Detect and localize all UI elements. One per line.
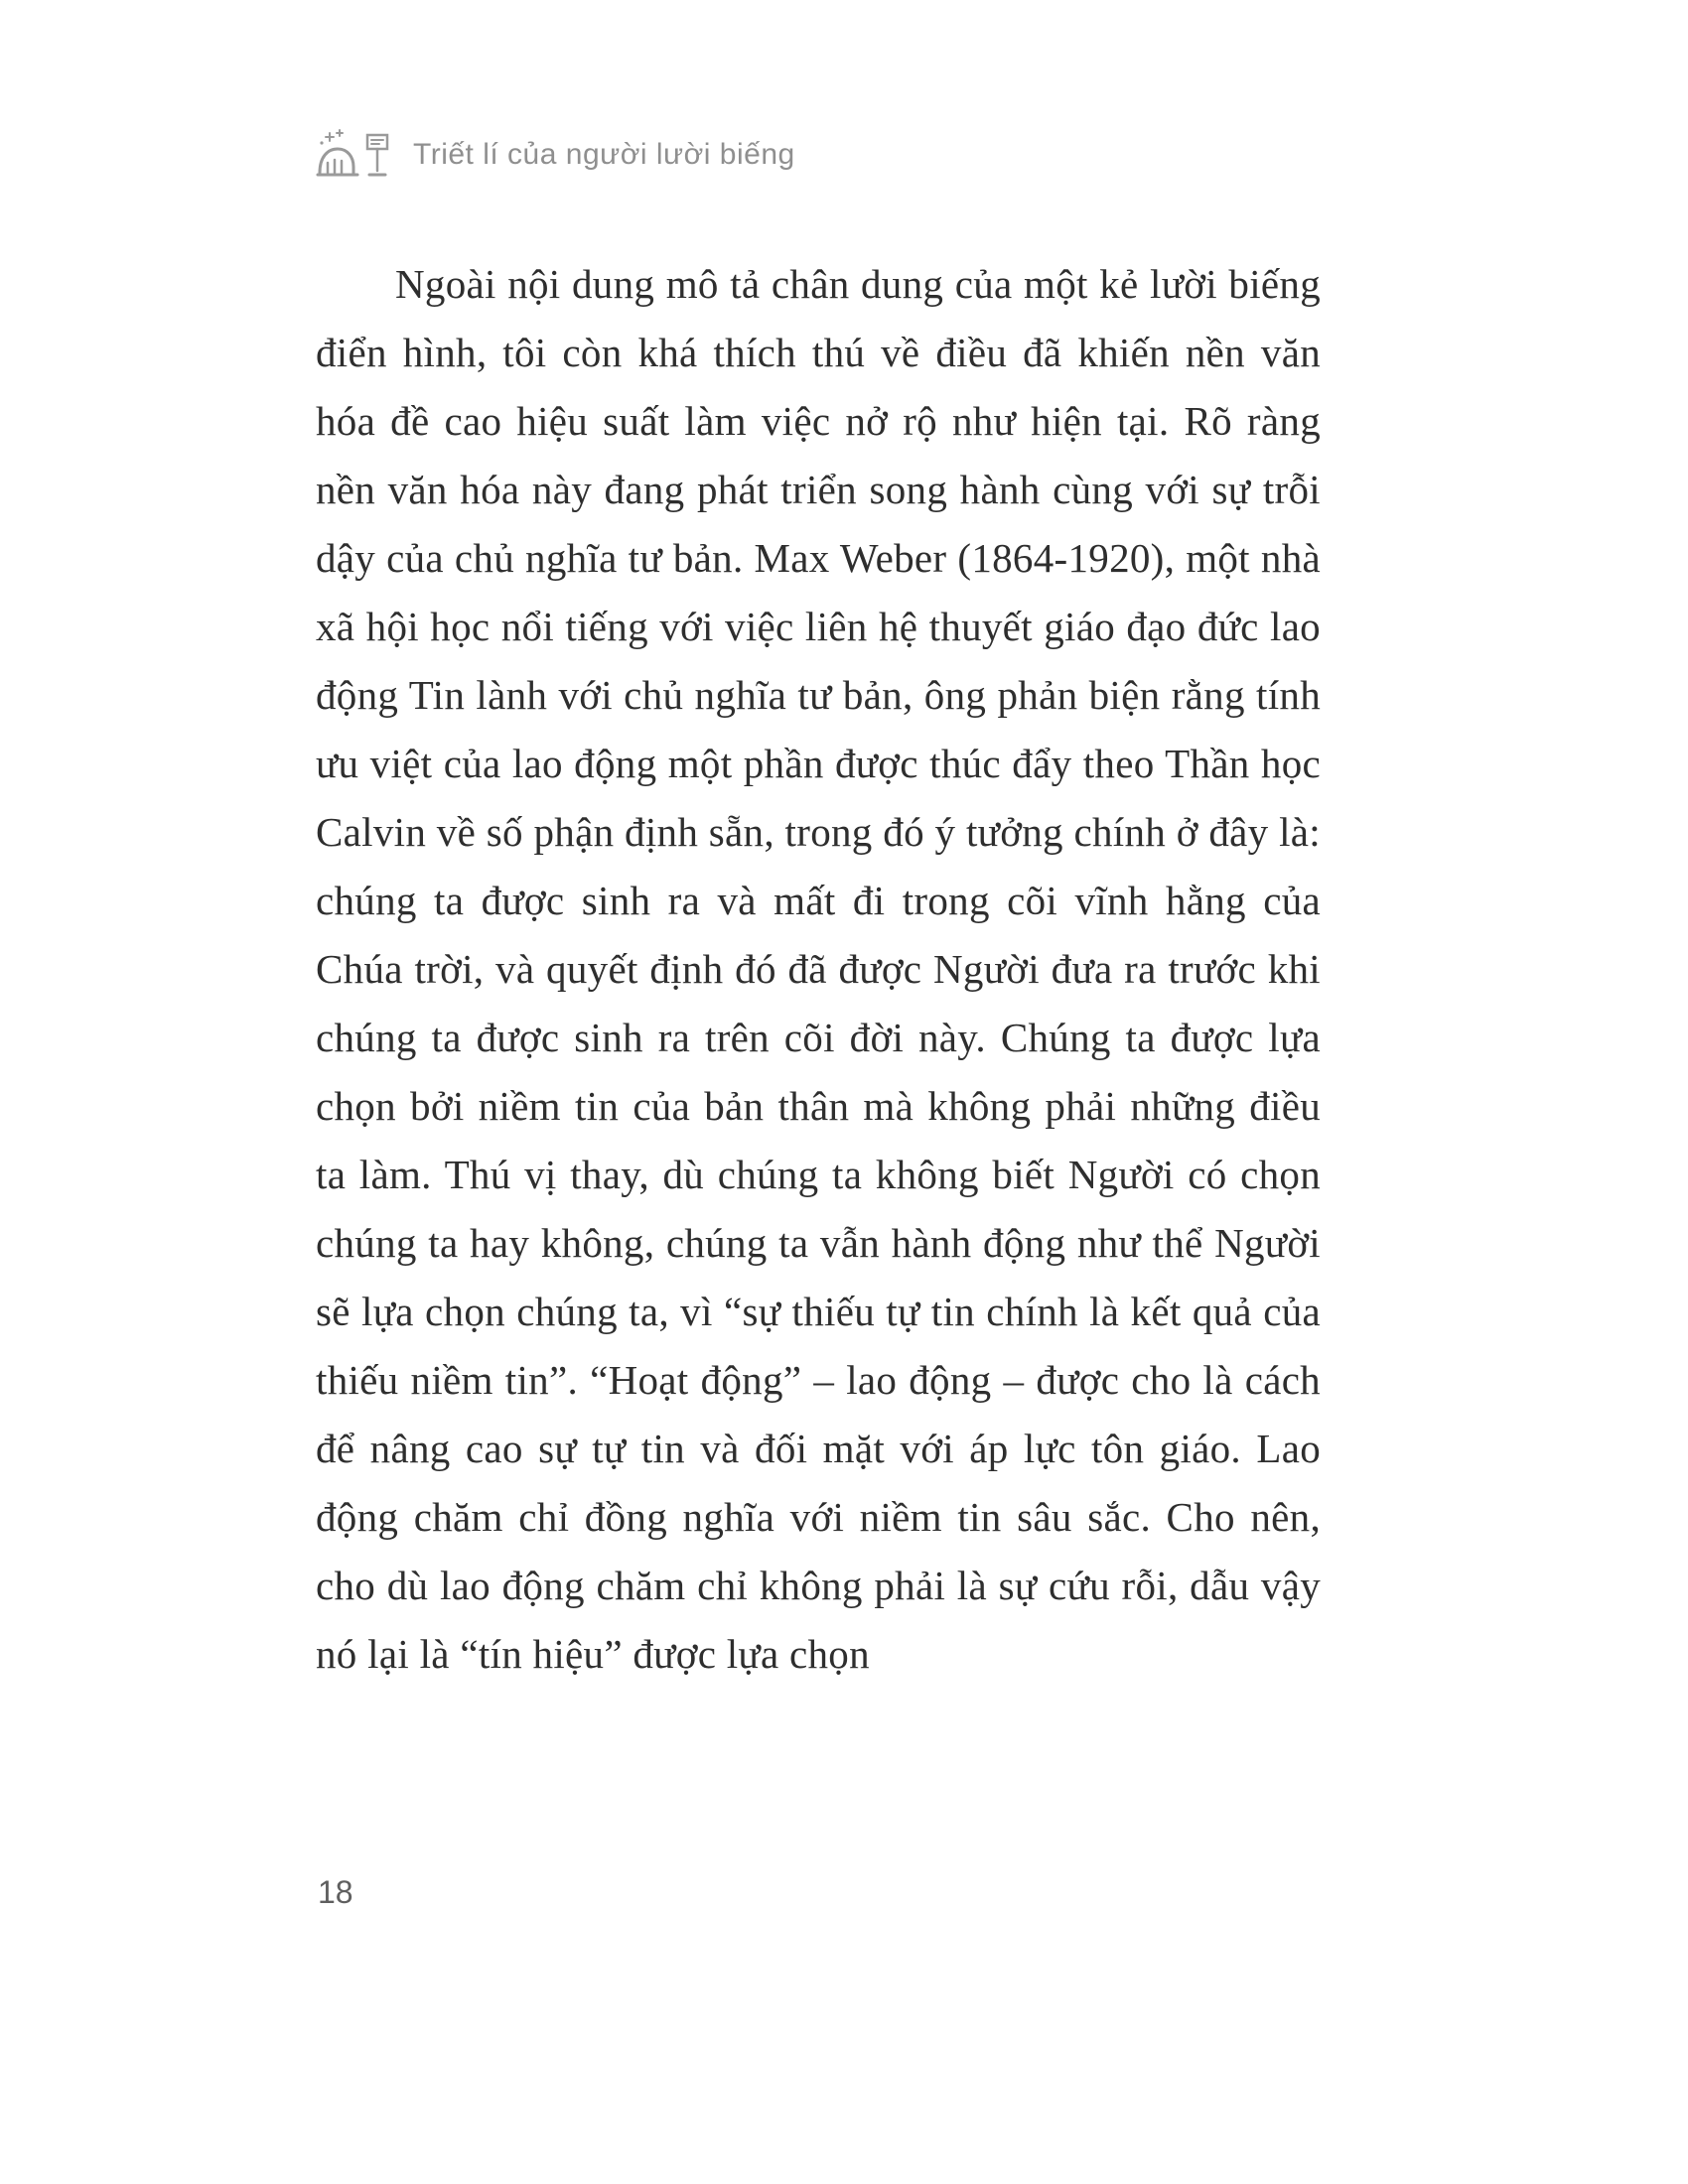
page-header [316,127,795,183]
book-title: Triết lí của người lười biếng [413,138,795,171]
page-number: 18 [318,1874,353,1910]
page-body [316,250,1321,1689]
body-paragraph: Ngoài nội dung mô tả chân dung của một kẻ lười biếng điển hình, tôi còn khá thích thú về điều đã khiến nền văn hóa đề cao hiệu suất làm việc nở rộ như hiện tại. Rõ ràng nền văn hóa này đang phát triển song hành cùng với sự trỗi dậy của chủ nghĩa tư bản. Max Weber (1864-1920), một nhà xã hội học nổi tiếng với việc liên hệ thuyết giáo đạo đức lao động Tin lành với chủ nghĩa tư bản, ông phản biện rằng tính ưu việt của lao động một phần được thúc đẩy theo Thần học Calvin về số phận định sẵn, trong đó ý tưởng chính ở đây là: chúng ta được sinh ra và mất đi trong cõi vĩnh hằng của Chúa trời, và quyết định đó đã được Người đưa ra trước khi chúng ta được sinh ra trên cõi đời này. Chúng ta được lựa chọn bởi niềm tin của bản thân mà không phải những điều ta làm. Thú vị thay, dù chúng ta không biết Người có chọn chúng ta hay không, chúng ta vẫn hành động như thể Người sẽ lựa chọn chúng ta, vì “sự thiếu tự tin chính là kết quả của thiếu niềm tin”. “Hoạt động” – lao động – được cho là cách để nâng cao sự tự tin và đối mặt với áp lực tôn giáo. Lao động chăm chỉ đồng nghĩa với niềm tin sâu sắc. Cho nên, cho dù lao động chăm chỉ không phải là sự cứu rỗi, dẫu vậy nó lại là “tín hiệu” được lựa chọn [316,261,1321,1677]
lazy-philosophy-logo-icon [316,127,393,183]
